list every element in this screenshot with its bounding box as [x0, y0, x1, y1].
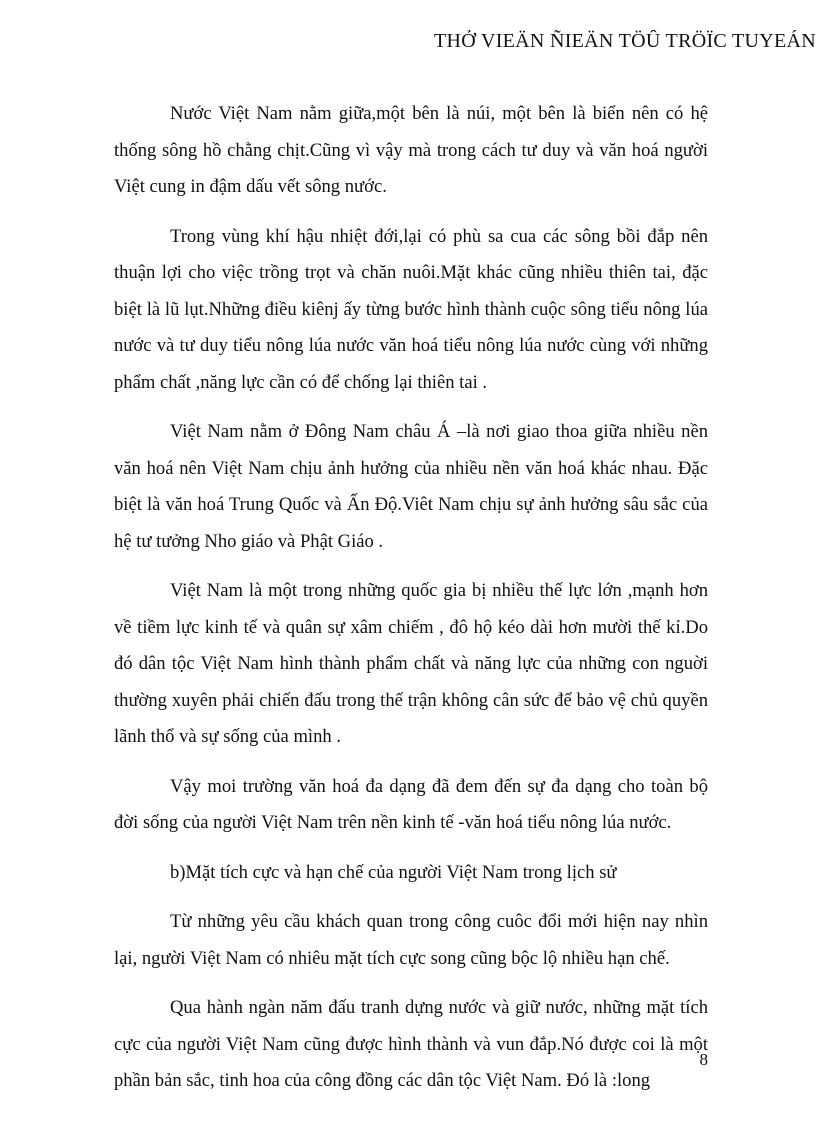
paragraph-diverse-environment: Vậy moi trường văn hoá đa dạng đã đem đến sự đa dạng cho toàn bộ đời sống của người Việt Nam trên nền kinh tế -văn hoá tiểu nông lúa nước. — [114, 775, 708, 833]
page-header: THỞ VIEÄN ÑIEÄN TÖÛ TRÖÏC TUYEÁN — [434, 30, 816, 52]
page-number: 8 — [699, 1050, 708, 1069]
paragraph-rivers: Nước Việt Nam nằm giữa,một bên là núi, một bên là biển nên có hệ thống sông hồ chằng chịt.Cũng vì vậy mà trong cách tư duy và văn hoá người Việt cung in đậm dấu vết sông nước. — [114, 103, 708, 197]
paragraph-cultural-exchange: Việt Nam nằm ở Đông Nam châu Á –là nơi giao thoa giữa nhiều nền văn hoá nên Việt Nam chịu ảnh hưởng của nhiều nền văn hoá khác nhau. Đặc biệt là văn hoá Trung Quốc và Ấn Độ.Viêt Nam chịu sự ảnh hưởng sâu sắc của hệ tư tưởng Nho giáo và Phật Giáo . — [114, 421, 708, 552]
paragraph-climate: Trong vùng khí hậu nhiệt đới,lại có phù sa cua các sông bồi đắp nên thuận lợi cho việc trồng trọt và chăn nuôi.Mặt khác cũng nhiều thiên tai, đặc biệt là lũ lụt.Những điều kiênj ấy từng bước hình thành cuộc sông tiểu nông lúa nước và tư duy tiểu nông lúa nước văn hoá tiểu nông lúa nước cùng với những phẩm chất ,năng lực cần có để chống lại thiên tai . — [114, 225, 708, 393]
paragraph-positive-aspects: Qua hành ngàn năm đấu tranh dựng nước và giữ nước, những mặt tích cực của người Việt Nam cũng được hình thành và vun đắp.Nó được coi là một phần bản sắc, tinh hoa của công đồng các dân tộc Việt Nam. Đó là :long — [114, 997, 708, 1091]
document-body — [114, 96, 708, 1113]
paragraph-requirements: Từ những yêu cầu khách quan trong công cuôc đổi mới hiện nay nhìn lại, người Việt Nam có nhiêu mặt tích cực song cũng bộc lộ nhiều hạn chế. — [114, 911, 708, 969]
paragraph-invasions: Việt Nam là một trong những quốc gia bị nhiều thế lực lớn ,mạnh hơn về tiềm lực kinh tế và quân sự xâm chiếm , đô hộ kéo dài hơn mười thế kỉ.Do đó dân tộc Việt Nam hình thành phẩm chất và năng lực của những con nguời thường xuyên phải chiến đấu trong thế trận không cân sức để bảo vệ chủ quyền lãnh thổ và sự sống của mình . — [114, 580, 708, 747]
section-heading: b)Mặt tích cực và hạn chế của người Việt Nam trong lịch sử — [170, 861, 617, 883]
